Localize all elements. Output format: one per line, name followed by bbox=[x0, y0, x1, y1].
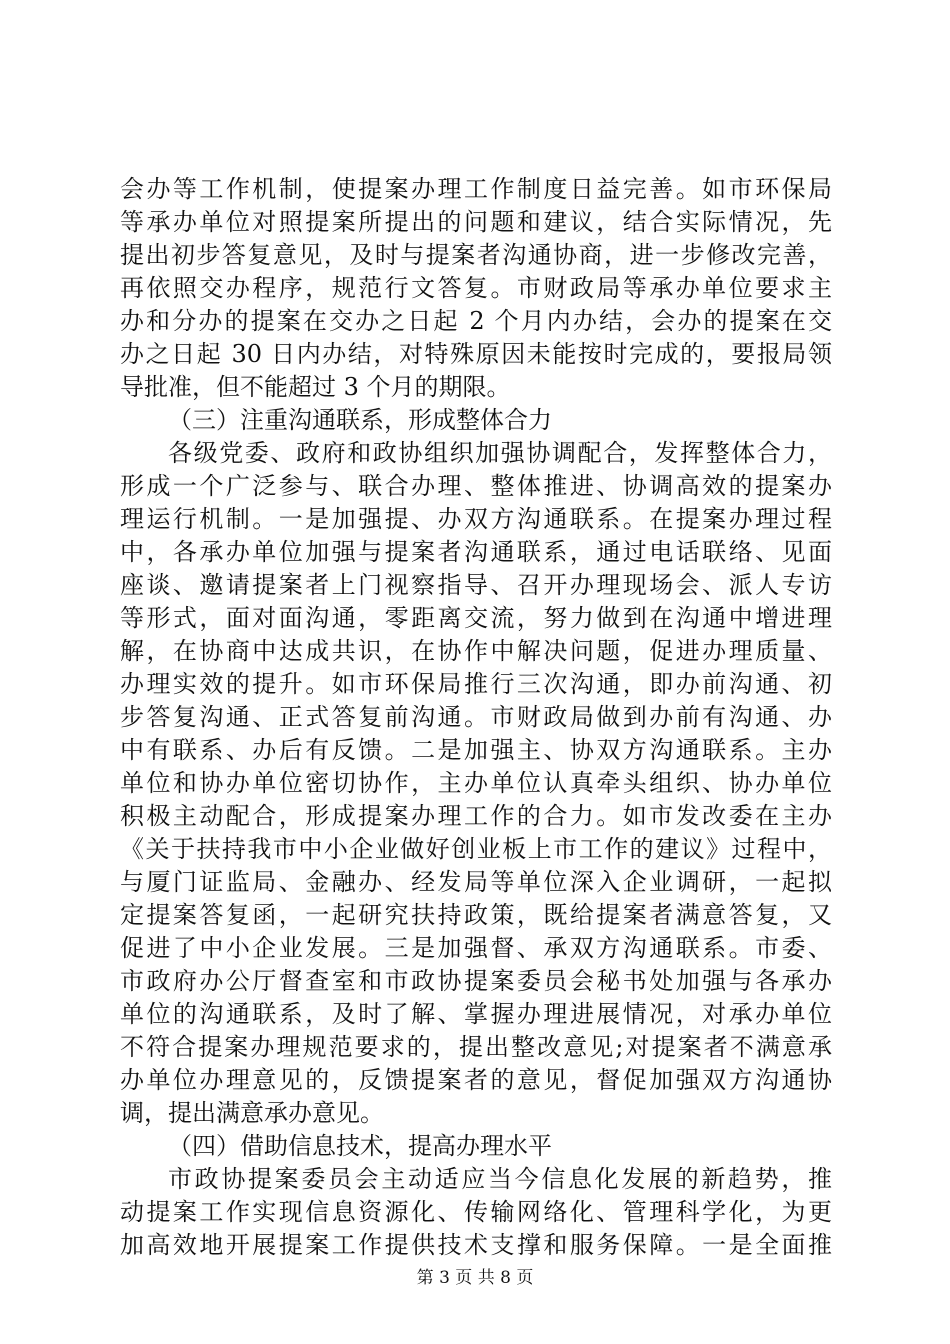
paragraph-line: 中，各承办单位加强与提案者沟通联系，通过电话联络、见面 bbox=[120, 538, 832, 566]
paragraph-line: 市政协提案委员会主动适应当今信息化发展的新趋势，推 bbox=[168, 1165, 832, 1193]
paragraph-line: 与厦门证监局、金融办、经发局等单位深入企业调研，一起拟 bbox=[120, 868, 832, 896]
section-heading: （四）借助信息技术，提高办理水平 bbox=[168, 1132, 552, 1160]
paragraph-line: 办理实效的提升。如市环保局推行三次沟通，即办前沟通、初 bbox=[120, 670, 832, 698]
paragraph-line: 步答复沟通、正式答复前沟通。市财政局做到办前有沟通、办 bbox=[120, 703, 832, 731]
document-body bbox=[120, 173, 832, 1262]
paragraph-line: 座谈、邀请提案者上门视察指导、召开办理现场会、派人专访 bbox=[120, 571, 832, 599]
paragraph-line: 调，提出满意承办意见。 bbox=[120, 1099, 384, 1127]
paragraph-line: 市政府办公厅督查室和市政协提案委员会秘书处加强与各承办 bbox=[120, 967, 832, 995]
paragraph-line: 再依照交办程序，规范行文答复。市财政局等承办单位要求主 bbox=[120, 274, 832, 302]
section-heading: （三）注重沟通联系，形成整体合力 bbox=[168, 406, 552, 434]
paragraph-line: 提出初步答复意见，及时与提案者沟通协商，进一步修改完善， bbox=[120, 241, 832, 269]
paragraph-line: 解，在协商中达成共识，在协作中解决问题，促进办理质量、 bbox=[120, 637, 832, 665]
paragraph-line: 单位的沟通联系，及时了解、掌握办理进展情况，对承办单位 bbox=[120, 1000, 832, 1028]
paragraph-line: 《关于扶持我市中小企业做好创业板上市工作的建议》过程中， bbox=[120, 835, 832, 863]
paragraph-line: 加高效地开展提案工作提供技术支撑和服务保障。一是全面推 bbox=[120, 1231, 832, 1259]
paragraph-line: 中有联系、办后有反馈。二是加强主、协双方沟通联系。主办 bbox=[120, 736, 832, 764]
paragraph-line: 办之日起 30 日内办结，对特殊原因未能按时完成的，要报局领 bbox=[120, 340, 832, 368]
paragraph-line: 定提案答复函，一起研究扶持政策，既给提案者满意答复，又 bbox=[120, 901, 832, 929]
paragraph-line: 促进了中小企业发展。三是加强督、承双方沟通联系。市委、 bbox=[120, 934, 832, 962]
paragraph-line: 积极主动配合，形成提案办理工作的合力。如市发改委在主办 bbox=[120, 802, 832, 830]
paragraph-line: 导批准，但不能超过 3 个月的期限。 bbox=[120, 373, 511, 401]
paragraph-line: 办单位办理意见的，反馈提案者的意见，督促加强双方沟通协 bbox=[120, 1066, 832, 1094]
paragraph-line: 等承办单位对照提案所提出的问题和建议，结合实际情况，先 bbox=[120, 208, 832, 236]
paragraph-line: 单位和协办单位密切协作，主办单位认真牵头组织、协办单位 bbox=[120, 769, 832, 797]
paragraph-line: 等形式，面对面沟通，零距离交流，努力做到在沟通中增进理 bbox=[120, 604, 832, 632]
paragraph-line: 动提案工作实现信息资源化、传输网络化、管理科学化，为更 bbox=[120, 1198, 832, 1226]
paragraph-line: 形成一个广泛参与、联合办理、整体推进、协调高效的提案办 bbox=[120, 472, 832, 500]
paragraph-line: 不符合提案办理规范要求的，提出整改意见;对提案者不满意承 bbox=[120, 1033, 832, 1061]
paragraph-line: 办和分办的提案在交办之日起 2 个月内办结，会办的提案在交 bbox=[120, 307, 832, 335]
paragraph-line: 各级党委、政府和政协组织加强协调配合，发挥整体合力， bbox=[168, 439, 832, 467]
paragraph-line: 会办等工作机制，使提案办理工作制度日益完善。如市环保局 bbox=[120, 175, 832, 203]
page-footer: 第 3 页 共 8 页 bbox=[416, 1268, 534, 1288]
paragraph-line: 理运行机制。一是加强提、办双方沟通联系。在提案办理过程 bbox=[120, 505, 832, 533]
